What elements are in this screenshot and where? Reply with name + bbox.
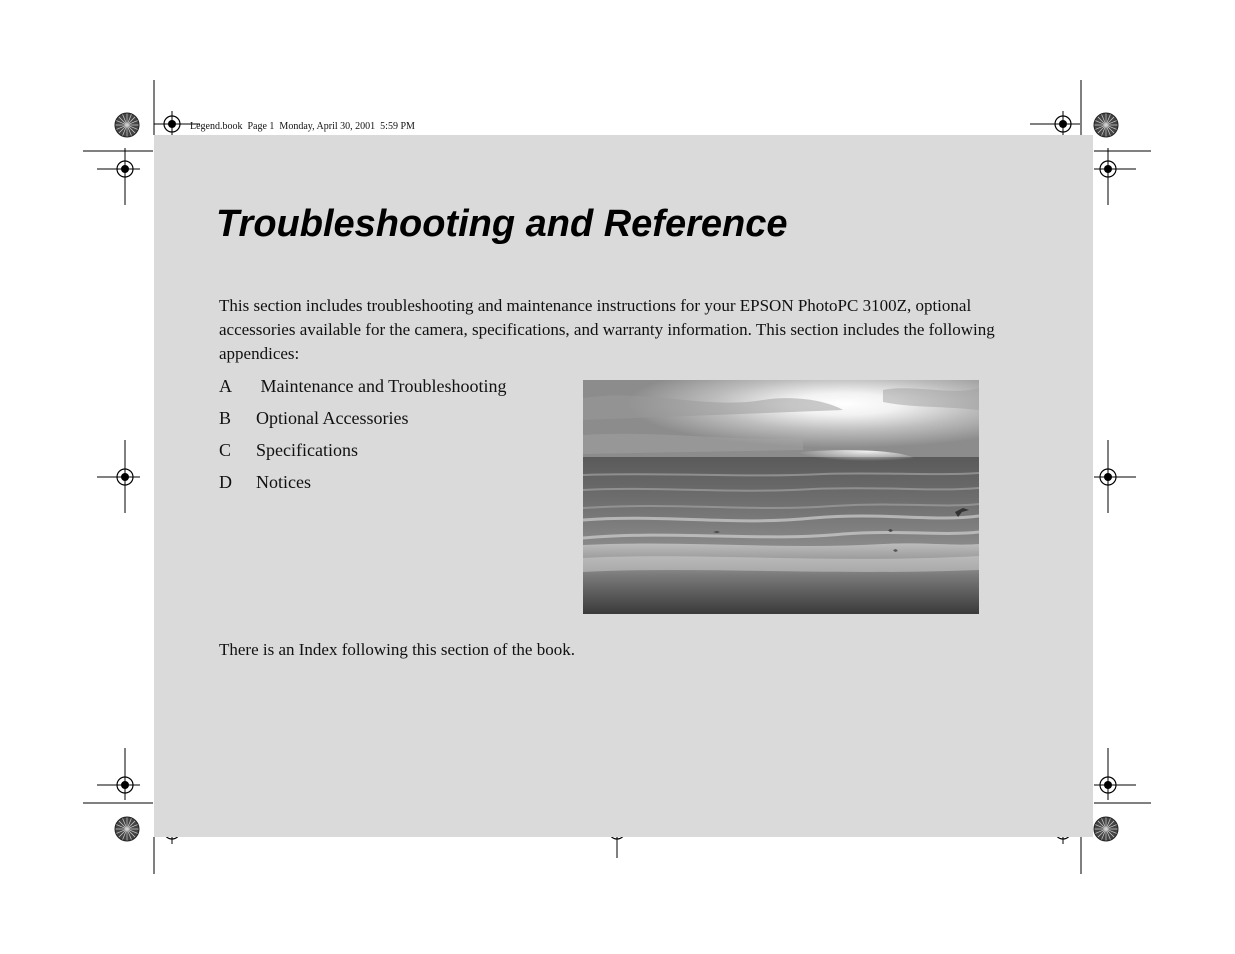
appendix-label: Maintenance and Troubleshooting — [256, 376, 507, 396]
appendix-item-b — [219, 406, 506, 438]
intro-paragraph: This section includes troubleshooting and maintenance instructions for your EPSON PhotoPC 3100Z, optional accessories available for the camera, specifications, and warranty information. This section includes the following appendices: — [219, 296, 995, 363]
appendix-letter: D — [219, 472, 232, 492]
appendix-label: Specifications — [256, 440, 358, 460]
file-info-header: Legend.book Page 1 Monday, April 30, 2001 5:59 PM — [190, 121, 415, 132]
appendix-letter: B — [219, 408, 232, 428]
appendix-item-d — [219, 470, 506, 502]
appendix-letter: A — [219, 376, 232, 396]
appendix-item-a — [219, 374, 506, 406]
appendix-item-c — [219, 438, 506, 470]
page-title: Troubleshooting and Reference — [216, 203, 788, 245]
beach-sunset-photo — [583, 380, 979, 614]
appendix-letter: C — [219, 440, 232, 460]
appendix-list — [219, 374, 506, 502]
appendix-label: Optional Accessories — [256, 408, 409, 428]
appendix-label: Notices — [256, 472, 311, 492]
index-note: There is an Index following this section of the book. — [219, 640, 575, 659]
